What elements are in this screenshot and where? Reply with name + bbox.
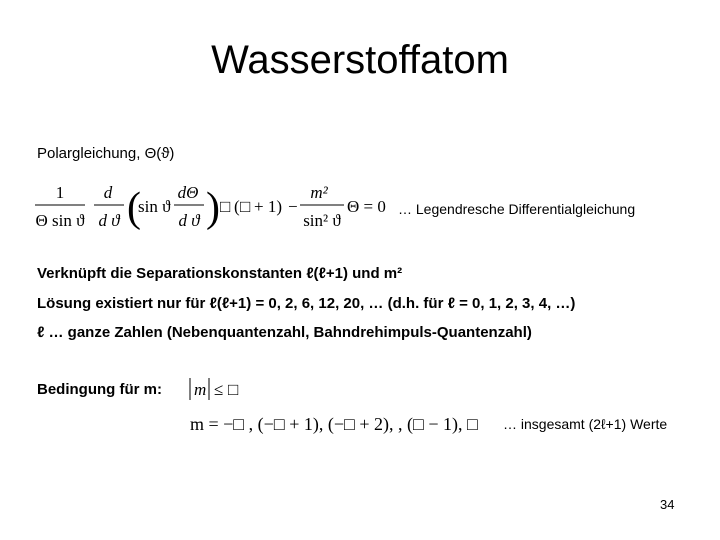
m-count-note: … insgesamt (2ℓ+1) Werte	[503, 416, 668, 432]
eq-minus: −	[288, 197, 298, 216]
slide-title: Wasserstoffatom	[211, 38, 509, 82]
eq-dTheta: dΘ	[177, 183, 199, 202]
m-values-text: m = −□ , (−□ + 1), (−□ + 2), , (□ − 1), □	[190, 414, 478, 434]
polar-equation-heading: Polargleichung, Θ(ϑ)	[37, 145, 175, 162]
eq-d-theta-var: d ϑ	[98, 211, 120, 230]
solution-line: Lösung existiert nur für ℓ(ℓ+1) = 0, 2, 6, 12, 20, … (d.h. für ℓ = 0, 1, 2, 3, 4, …)	[37, 295, 576, 312]
eq-lparen: (	[234, 197, 240, 216]
integer-line: ℓ … ganze Zahlen (Nebenquantenzahl, Bahndrehimpuls-Quantenzahl)	[37, 324, 532, 341]
condition-equation	[186, 376, 246, 404]
condition-label: Bedingung für m:	[37, 381, 162, 398]
eq-sin-theta: sin ϑ	[138, 197, 171, 216]
separation-line: Verknüpft die Separationskonstanten ℓ(ℓ+1) und m²	[37, 265, 403, 282]
cond-leq: ≤	[214, 380, 224, 399]
eq-plus-box: □	[220, 197, 231, 216]
page-number: 34	[660, 497, 675, 512]
eq-d-theta-var-2: d ϑ	[178, 211, 200, 230]
eq-box-l: □	[240, 197, 251, 216]
cond-box: □	[228, 380, 239, 399]
eq-left-bracket: (	[127, 185, 141, 231]
cond-m: m	[194, 380, 207, 399]
eq-plus-one: + 1)	[254, 197, 282, 216]
eq-right-bracket: )	[206, 185, 220, 231]
legendre-note: … Legendresche Differentialgleichung	[398, 201, 636, 217]
legendre-equation	[30, 178, 390, 236]
eq-theta-sin: Θ sin ϑ	[35, 211, 85, 230]
m-values-equation	[186, 405, 496, 441]
eq-sin2-theta: sin² ϑ	[303, 211, 341, 230]
eq-one: 1	[55, 183, 65, 202]
eq-right-side: Θ = 0	[347, 197, 386, 216]
eq-d: d	[103, 183, 113, 202]
eq-m2: m²	[310, 183, 328, 202]
